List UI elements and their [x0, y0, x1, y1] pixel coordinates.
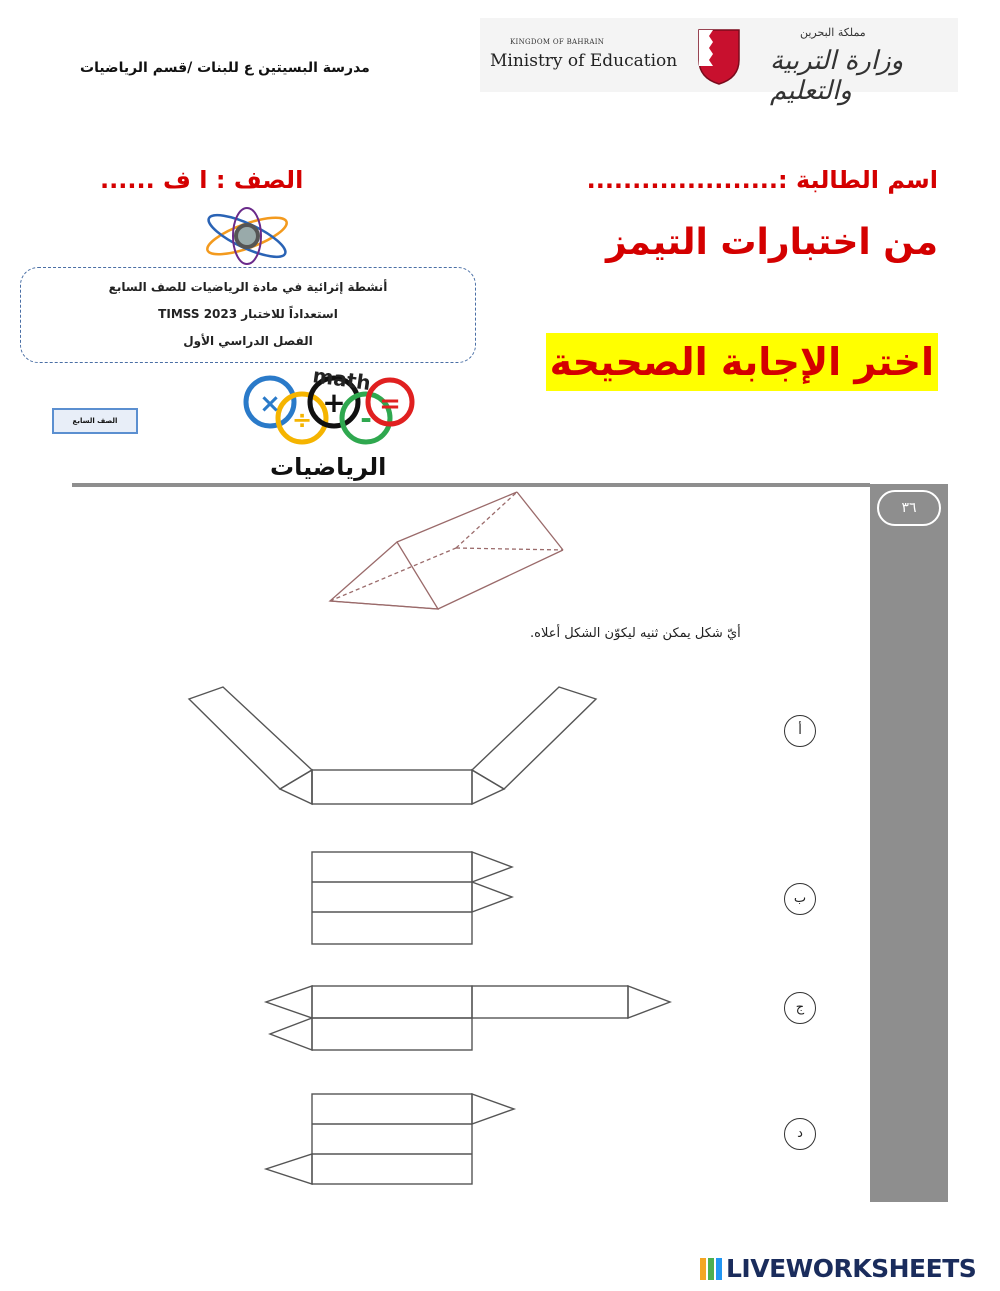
- math-rings-logo-icon: [240, 362, 415, 454]
- page-heading: من اختبارات التيمز: [606, 222, 938, 263]
- net-option-c: [262, 982, 678, 1054]
- math-logo-word: math: [311, 363, 373, 396]
- net-option-d: [262, 1090, 520, 1188]
- class-field: الصف : ا ف ......: [100, 166, 304, 194]
- net-option-a: [185, 685, 600, 807]
- option-b-button[interactable]: ب: [784, 883, 816, 915]
- activity-title: أنشطة إثرائية في مادة الرياضيات للصف السابع: [108, 280, 388, 294]
- svg-text:-: -: [360, 402, 372, 435]
- svg-text:×: ×: [259, 389, 281, 419]
- question-top-rule: [72, 483, 870, 487]
- option-d-button[interactable]: د: [784, 1118, 816, 1150]
- footer-brand-text: LIVEWORKSHEETS: [726, 1254, 977, 1283]
- school-name: مدرسة البسيتين ع للبنات /قسم الرياضيات: [80, 60, 370, 76]
- svg-text:=: =: [379, 389, 401, 419]
- question-sidebar: [870, 484, 948, 1202]
- net-option-b: [308, 848, 520, 948]
- timss-logo-icon: [200, 205, 295, 267]
- grade-tag: الصف السابع: [52, 408, 138, 434]
- svg-text:÷: ÷: [291, 406, 313, 434]
- instruction-highlight: اختر الإجابة الصحيحة: [546, 333, 938, 391]
- option-c-button[interactable]: ج: [784, 992, 816, 1024]
- student-name-field: اسم الطالبة :.....................: [586, 166, 938, 194]
- ministry-country-ar: مملكة البحرين: [800, 26, 866, 39]
- svg-text:+: +: [322, 386, 346, 419]
- question-text: أيّ شكل يمكن ثنيه ليكوّن الشكل أعلاه.: [530, 626, 741, 641]
- math-logo-arabic: الرياضيات: [270, 453, 387, 481]
- ministry-country-en: KINGDOM OF BAHRAIN: [510, 38, 605, 46]
- triangular-prism-figure: [320, 488, 570, 613]
- activity-info-box: [20, 267, 476, 363]
- activity-subtitle: استعداداً للاختبار TIMSS 2023: [158, 307, 338, 321]
- ministry-name-en: Ministry of Education: [490, 51, 678, 71]
- option-a-button[interactable]: أ: [784, 715, 816, 747]
- ministry-banner: [480, 18, 958, 106]
- question-number-badge: ٣٦: [877, 490, 941, 526]
- ministry-name-ar: وزارة التربية والتعليم: [770, 46, 904, 106]
- liveworksheets-logo-icon: [700, 1258, 722, 1280]
- activity-semester: الفصل الدراسي الأول: [183, 334, 313, 348]
- bahrain-crest-icon: [695, 26, 743, 86]
